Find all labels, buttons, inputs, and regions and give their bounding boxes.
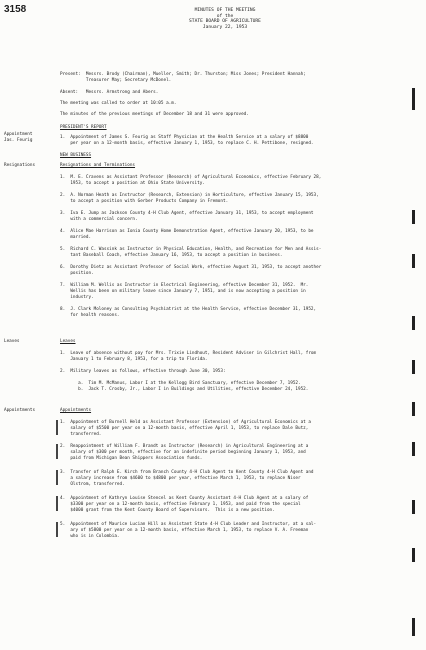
called-to-order: The meeting was called to order at 10:05 a.m. (60, 101, 177, 106)
resignation-5-line-1: 5. Richard C. Wassink as Instructor in Physical Education, Health, and Recreation for Men and Assis- (60, 247, 322, 252)
appointment-1-line-2: salary of $5500 per year on a 12-month basis, effective April 1, 1953, to replace Dale Butz, (60, 426, 309, 431)
new-business-heading: NEW BUSINESS (60, 153, 92, 158)
board-name: STATE BOARD OF AGRICULTURE (189, 19, 261, 24)
resignation-8-line-2: for health reasons. (60, 313, 120, 318)
leave-2b: b. Jack T. Crosby, Jr., Labor I in Buildings and Utilities, effective December 24, 1952. (60, 387, 309, 392)
resignations-heading: Resignations and Terminations (60, 163, 136, 168)
appointment-1-line-3: transferred. (60, 432, 102, 437)
margin-rule-3 (56, 470, 58, 485)
right-margin-mark (412, 360, 415, 374)
resignation-7-line-2: Wellis has been on military leave since January 7, 1951, and is now accepting a position in (60, 289, 306, 294)
right-margin-mark (412, 442, 415, 456)
resignation-3-line-1: 3. Iva E. Jump as Jackson County 4-H Club Agent, effective January 31, 1953, to accept employment (60, 211, 314, 216)
resignation-1-line-1: 1. M. E. Cravens as Assistant Professor (Research) of Agricultural Economics, effective February 28, (60, 175, 322, 180)
margin-rule-1 (56, 420, 58, 435)
appointment-2-line-1: 2. Reappointment of William F. Brandt as Instructor (Research) in Agricultural Engineering at a (60, 444, 309, 449)
resignation-2-line-2: to accept a position with Gerber Products Company in Fremont. (60, 199, 229, 204)
resignation-6-line-2: position. (60, 271, 94, 276)
right-margin-mark (412, 402, 415, 416)
appointment-4-line-2: $3300 per year on a 12-month basis, effective February 1, 1953, and paid from the special (60, 502, 301, 507)
leaves-heading: Leaves (60, 339, 76, 344)
appointment-1-line-1: 1. Appointment of Burnell Held as Assistant Professor (Extension) of Agricultural Economics at a (60, 420, 311, 425)
resignation-4-line-2: married. (60, 235, 92, 240)
present-line-2: Treasurer May; Secretary McDonel. (60, 78, 172, 83)
leave-2a: a. Tim M. McManus, Labor I at the Kellogg Bird Sanctuary, effective December 7, 1952. (60, 381, 301, 386)
margin-rule-2 (56, 444, 58, 459)
appointment-2-line-3: paid from Michigan Bean Shippers Association funds. (60, 456, 203, 461)
margin-rule-4 (56, 496, 58, 511)
present-line-1: Present: Messrs. Brody (Chairman), Mueller, Smith; Dr. Thurston; Miss Jones; President Hannah; (60, 72, 306, 77)
minutes-approved: The minutes of the previous meetings of December 18 and 31 were approved. (60, 112, 249, 117)
minutes-title: MINUTES OF THE MEETING (194, 8, 256, 13)
appointment-2-line-2: salary of $300 per month, effective for an indefinite period beginning January 1, 1953, and (60, 450, 306, 455)
appointment-4-line-3: $4000 grant from the Kent County Board of Supervisors. This is a new position. (60, 508, 275, 513)
right-margin-mark (412, 500, 415, 514)
right-margin-mark (412, 254, 415, 268)
resignation-7-line-3: industry. (60, 295, 94, 300)
resignation-6-line-1: 6. Dorothy Dietz as Assistant Professor of Social Work, effective August 31, 1953, to accept another (60, 265, 322, 270)
presidents-report-heading: PRESIDENT'S REPORT (60, 125, 107, 130)
resignation-3-line-2: with a commercial concern. (60, 217, 138, 222)
right-margin-mark (412, 548, 415, 562)
leave-2-line-1: 2. Military leaves as follows, effective through June 30, 1953: (60, 369, 226, 374)
appointments-heading: Appointments (60, 408, 92, 413)
appointment-5-line-1: 5. Appointment of Maurice Lucian Hill as Assistant State 4-H Club Leader and Instructor, at a sal- (60, 522, 317, 527)
appointment-3-line-3: Olstrom, transferred. (60, 482, 125, 487)
appointment-5-line-3: who is in Colombia. (60, 534, 120, 539)
margin-leaves: Leaves (4, 339, 20, 344)
margin-rule-5 (56, 522, 58, 537)
appointment-5-line-2: ary of $5800 per year on a 12-month basis, effective March 1, 1953, to replace V. A. Freeman (60, 528, 309, 533)
margin-feurig: Jas. Feurig (4, 138, 33, 143)
meeting-date: January 22, 1953 (202, 24, 248, 30)
resignation-2-line-1: 2. A. Norman Heath as Instructor (Research, Extension) in Horticulture, effective January 15, 1953, (60, 193, 319, 198)
appointment-3-line-2: a salary increase from $4600 to $4800 per year, effective March 1, 1953, to replace Niser (60, 476, 301, 481)
leave-1-line-2: January 1 to February 8, 1953, for a trip to Florida. (60, 357, 208, 362)
minutes-of: of the (216, 13, 234, 19)
margin-resignations: Resignations (4, 163, 36, 168)
margin-appointment: Appointment (4, 132, 33, 137)
absent-line: Absent: Messrs. Armstrong and Abers. (60, 90, 159, 95)
report-item-1-line-2: per year on a 12-month basis, effective January 1, 1953, to replace C. H. Pettibone, resigned. (60, 141, 314, 146)
right-margin-mark (412, 618, 415, 636)
report-item-1-line-1: 1. Appointment of James S. Feurig as Staff Physician at the Health Service at a salary of $8800 (60, 135, 309, 140)
appointment-4-line-1: 4. Appointment of Kathryn Louise Stencel as Kent County Assistant 4-H Club Agent at a salary of (60, 496, 309, 501)
margin-appointments: Appointments (4, 408, 36, 413)
appointment-3-line-1: 3. Transfer of Ralph E. Kirch from Branch County 4-H Club Agent to Kent County 4-H Club Agent and (60, 470, 314, 475)
right-margin-mark (412, 210, 415, 224)
resignation-4-line-1: 4. Alice Mae Harrison as Ionia County Home Demonstration Agent, effective January 20, 1953, to be (60, 229, 314, 234)
right-margin-mark (412, 88, 415, 110)
right-margin-mark (412, 316, 415, 330)
resignation-5-line-2: tant Baseball Coach, effective January 16, 1953, to accept a position in business. (60, 253, 283, 258)
leave-1-line-1: 1. Leave of absence without pay for Mrs. Trixie Lindhout, Resident Adviser in Gilchrist Hall, from (60, 351, 317, 356)
resignation-1-line-2: 1953, to accept a position at Ohio State University. (60, 181, 205, 186)
resignation-7-line-1: 7. William M. Wellis as Instructor in Electrical Engineering, effective December 31, 1952. Mr. (60, 283, 309, 288)
page-number: 3158 (4, 4, 27, 15)
resignation-8-line-1: 8. J. Clark Moloney as Consulting Psychiatrist at the Health Service, effective December 31, 1952, (60, 307, 317, 312)
